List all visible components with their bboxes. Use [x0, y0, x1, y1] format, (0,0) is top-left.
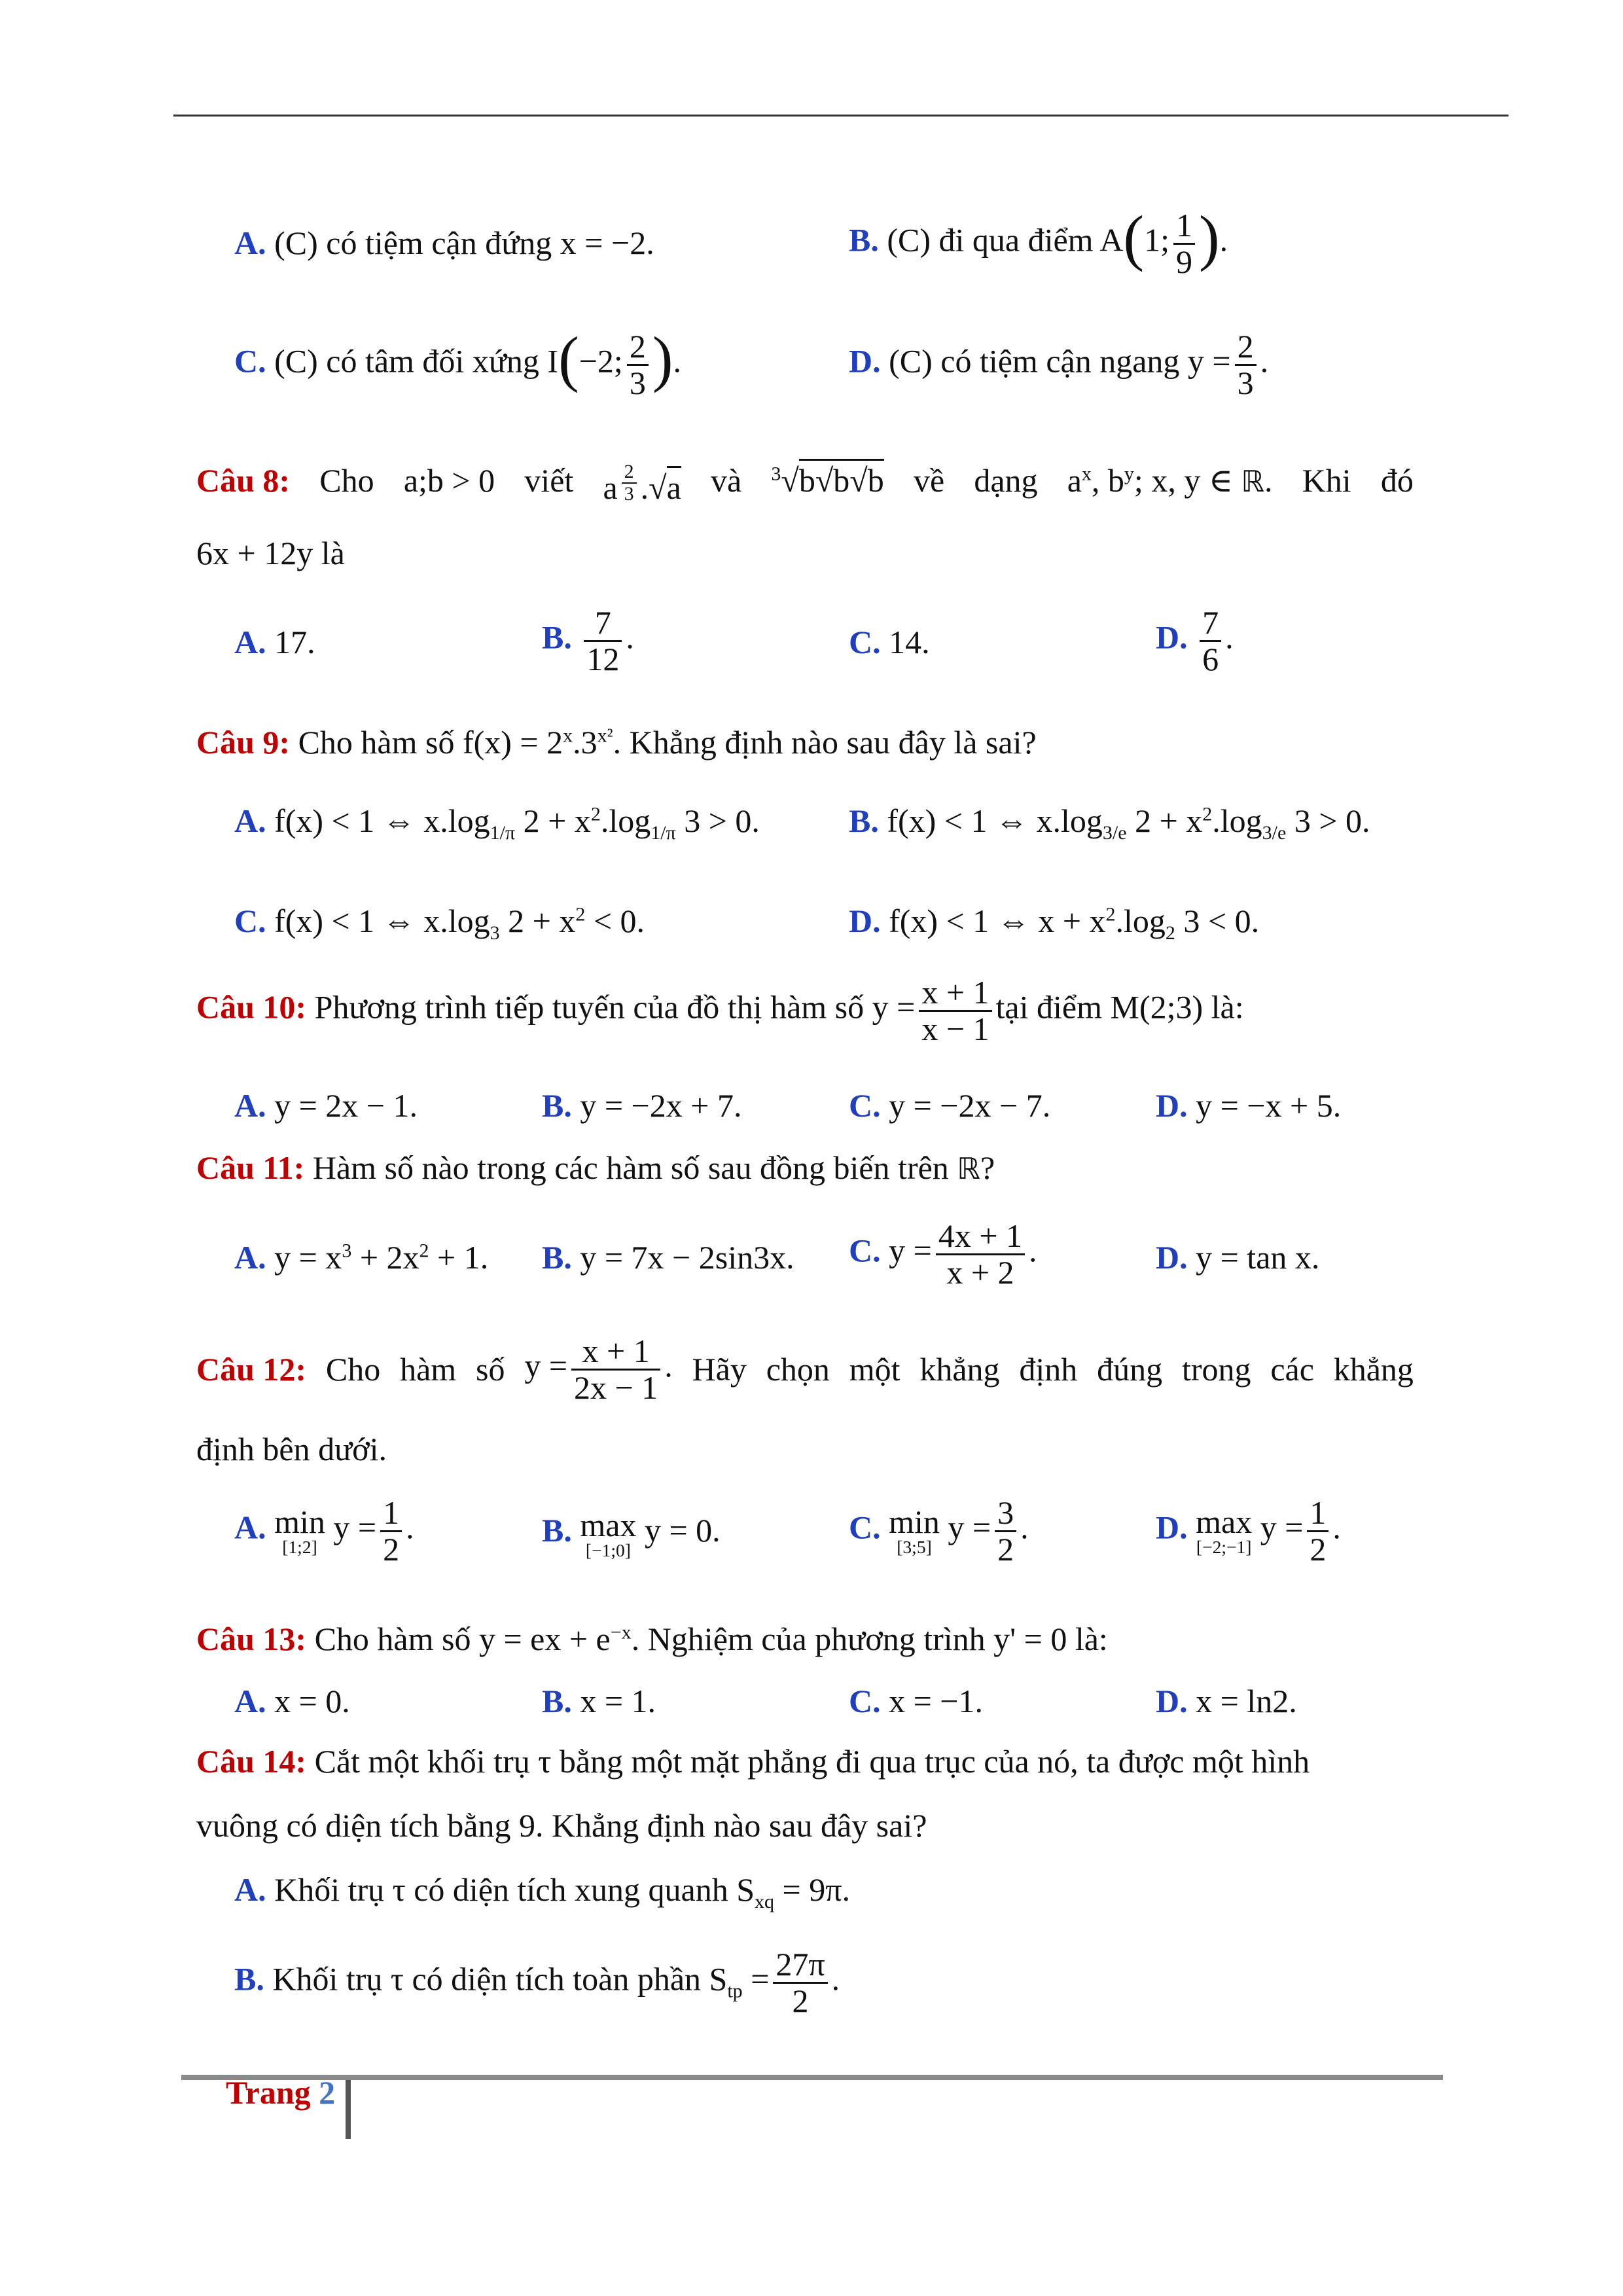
q10-stem: Câu 10: Phương trình tiếp tuyến của đồ thị hàm số y = $\frac{x + 1}{x - 1}$ tại điểm M(2;3) là:: [196, 974, 1244, 1047]
q8-expr-a: a $^{\frac{2}{3}}$ .√a: [603, 461, 681, 507]
q14-option-a: A. Khối trụ τ có diện tích xung quanh $S_{xq} = 9\pi$.: [234, 1871, 850, 1912]
header-rule: [173, 115, 1508, 117]
question-label: Câu 13:: [196, 1621, 307, 1657]
q7-option-d: D. (C) có tiệm cận ngang y = $\frac{2}{3}$ .: [849, 328, 1269, 401]
q8-option-c: C. 14.: [849, 624, 930, 660]
question-label: Câu 9:: [196, 724, 291, 761]
question-label: Câu 11:: [196, 1149, 305, 1186]
q12-option-b: B. max [−1;0] y = 0.: [542, 1507, 721, 1560]
q9-stem: Câu 9: Cho hàm số $f(x) = 2^x.3^{x^2}$. Khẳng định nào sau đây là sai?: [196, 724, 1037, 761]
question-label: Câu 12:: [196, 1351, 307, 1388]
q8-stem-line2: 6x + 12y là: [196, 535, 345, 571]
q8-option-d: D. $\frac{7}{6}$ .: [1156, 604, 1234, 677]
q14-option-b: B. Khối trụ τ có diện tích toàn phần $S_{tp}$ = $\frac{27\pi}{2}$ .: [234, 1946, 840, 2019]
q13-option-b: B. x = 1.: [542, 1683, 656, 1719]
q9-option-a: A. f(x) < 1 ⇔ $x.\log_{1/\pi}$ $2 + x^2.\log_{1/\pi}$ 3 > 0.: [234, 802, 760, 844]
q11-option-c: C. y = $\frac{4x + 1}{x + 2}$ .: [849, 1217, 1037, 1291]
q13-stem: Câu 13: Cho hàm số y = ex + $e^{-x}$. Nghiệm của phương trình y' = 0 là:: [196, 1621, 1108, 1657]
q10-option-d: D. y = −x + 5.: [1156, 1087, 1342, 1124]
q10-option-a: A. y = 2x − 1.: [234, 1087, 418, 1124]
q11-option-b: B. y = 7x − 2sin3x.: [542, 1239, 794, 1276]
q13-option-d: D. x = ln2.: [1156, 1683, 1297, 1719]
q10-option-b: B. y = −2x + 7.: [542, 1087, 742, 1124]
q9-option-d: D. f(x) < 1 ⇔ $x + x^2.\log_2$ 3 < 0.: [849, 903, 1260, 944]
question-label: Câu 14:: [196, 1743, 307, 1780]
q12-stem-line1: Câu 12: Cho hàm số y = $\frac{x + 1}{2x - 1}$ . Hãy chọn một khẳng định đúng trong các khẳng: [196, 1333, 1414, 1406]
q8-forms: $a^x$, $b^y$; x, y ∈ ℝ.: [1067, 462, 1273, 499]
q7-option-b: B. (C) đi qua điểm A(1; $\frac{1}{9}$ ).: [849, 202, 1228, 280]
q13-option-a: A. x = 0.: [234, 1683, 350, 1719]
q10-option-c: C. y = −2x − 7.: [849, 1087, 1051, 1124]
q7-b-fraction: $\frac{1}{9}$: [1173, 208, 1195, 279]
q12-option-c: C. min [3;5] y = $\frac{3}{2}$ .: [849, 1494, 1029, 1568]
q9-option-b: B. f(x) < 1 ⇔ $x.\log_{3/e}$ $2 + x^2.\log_{3/e}$ 3 > 0.: [849, 802, 1370, 844]
footer-divider: [346, 2080, 351, 2139]
q12-stem-line2: định bên dưới.: [196, 1431, 387, 1467]
q11-option-a: A. $y = x^3 + 2x^2 + 1$.: [234, 1239, 489, 1276]
q12-option-d: D. max [−2;−1] y = $\frac{1}{2}$ .: [1156, 1494, 1341, 1568]
q12-option-a: A. min [1;2] y = $\frac{1}{2}$ .: [234, 1494, 414, 1568]
q7-d-fraction: $\frac{2}{3}$: [1235, 329, 1257, 400]
q11-stem: Câu 11: Hàm số nào trong các hàm số sau đồng biến trên ℝ?: [196, 1149, 995, 1186]
q8-option-b: B. $\frac{7}{12}$ .: [542, 604, 634, 677]
q11-option-d: D. y = tan x.: [1156, 1239, 1320, 1276]
q7-option-c: C. (C) có tâm đối xứng I(−2; $\frac{2}{3}$ ).: [234, 323, 681, 401]
q14-stem-line1: Câu 14: Cắt một khối trụ τ bằng một mặt phẳng đi qua trục của nó, ta được một hình: [196, 1743, 1310, 1780]
q7-c-fraction: $\frac{2}{3}$: [627, 329, 649, 400]
q8-option-a: A. 17.: [234, 624, 315, 660]
q7-option-a: A. (C) có tiệm cận đứng x = −2.: [234, 224, 654, 261]
q8-expr-b: $^3$√b√b√b: [771, 461, 883, 507]
q9-option-c: C. f(x) < 1 ⇔ $x.\log_3$ $2 + x^2 < 0$.: [234, 903, 645, 944]
q14-stem-line2: vuông có diện tích bằng 9. Khẳng định nào sau đây sai?: [196, 1807, 927, 1844]
footer-rule: [181, 2075, 1443, 2080]
q13-option-c: C. x = −1.: [849, 1683, 984, 1719]
q8-stem-line1: Câu 8: Cho a;b > 0 viết a $^{\frac{2}{3}}$ .√a và $^3$√b√b√b về dạng $a^x$, $b^y$; x, y ∈ ℝ. Khi đó: [196, 461, 1414, 507]
question-label: Câu 8:: [196, 462, 291, 499]
question-label: Câu 10:: [196, 988, 307, 1026]
page-number: Trang 2: [226, 2074, 336, 2111]
